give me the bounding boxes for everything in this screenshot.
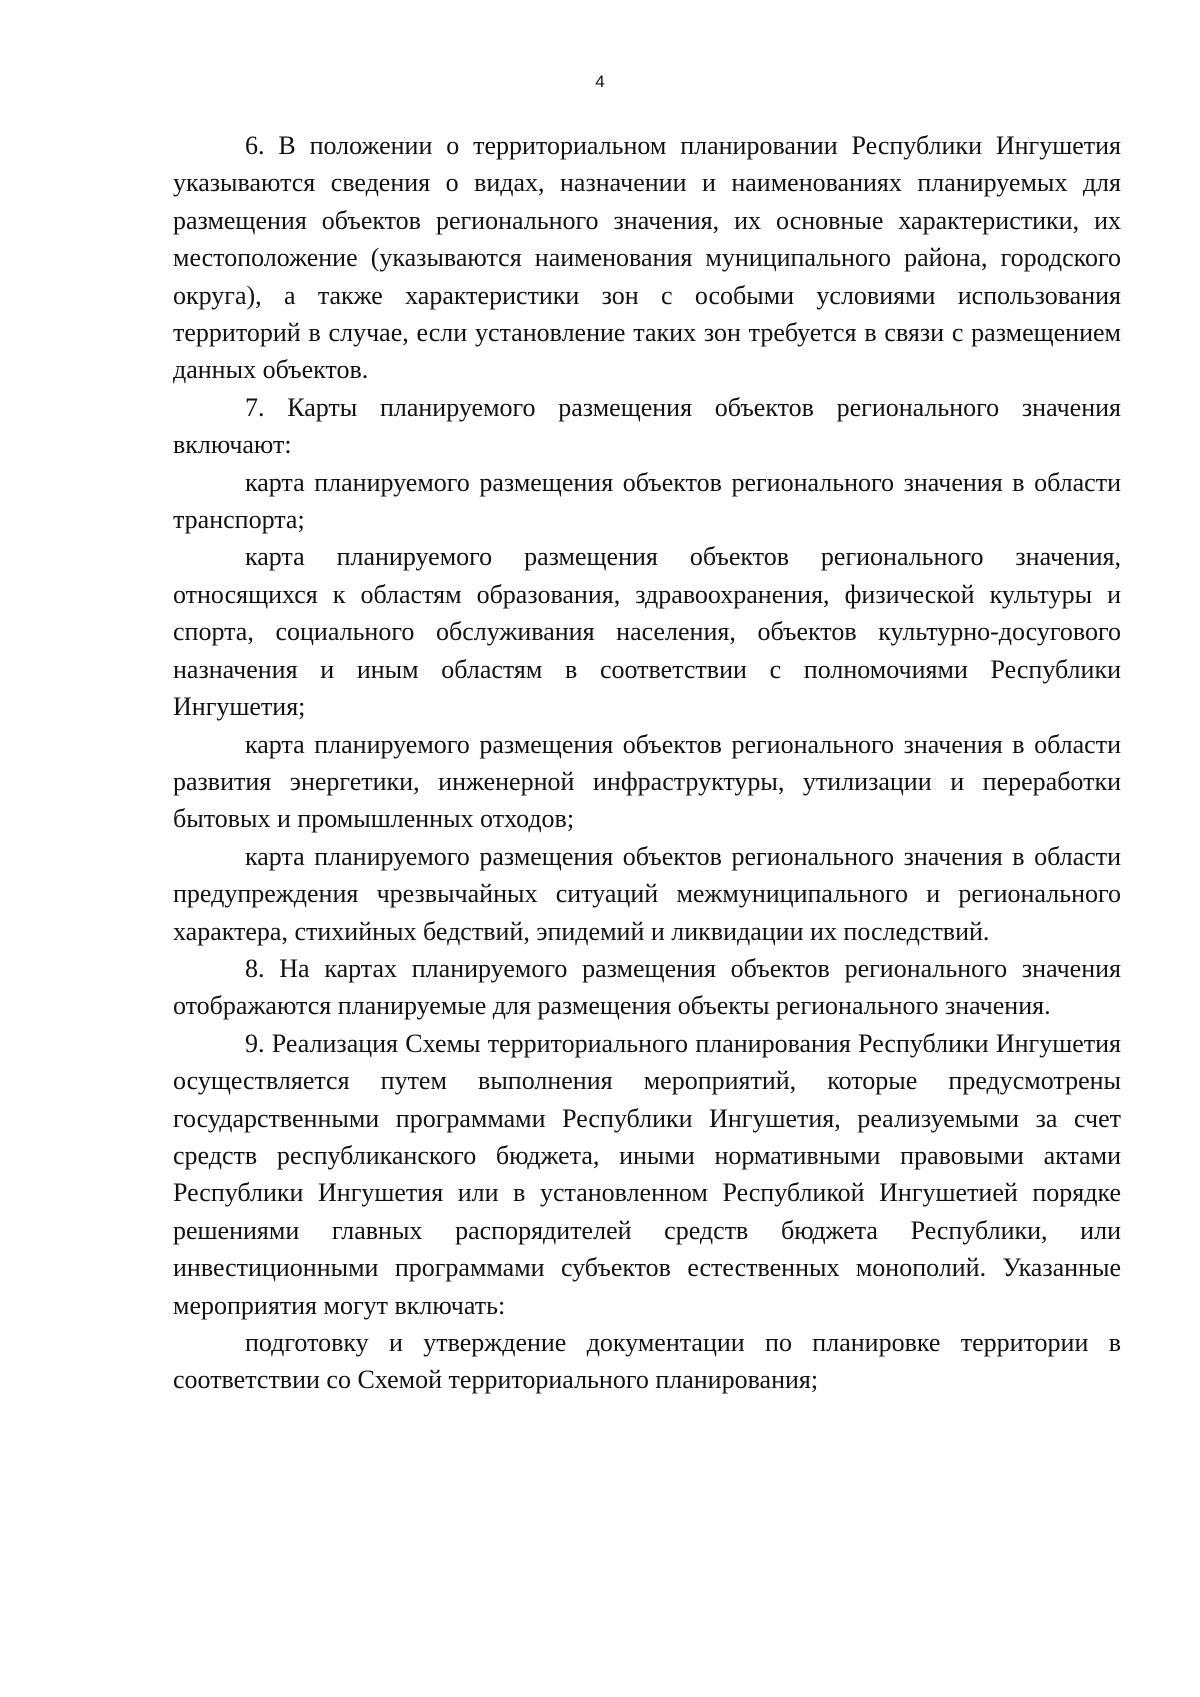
paragraph-9: 9. Реализация Схемы территориального планирования Республики Ингушетия осуществляется путем выполнения мероприятий, которые предусмотрены государственными программами Республики Ингушетия, реализуемыми за счет средств республиканского бюджета, иными нормативными правовыми актами Республики Ингушетия или в установленном Республикой Ингушетией порядке решениями главных распорядителей средств бюджета Республики, или инвестиционными программами субъектов естественных монополий. Указанные мероприятия могут включать: — [173, 1028, 1121, 1320]
list-item-documentation: подготовку и утверждение документации по планировке территории в соответствии со Схемой территориального планирования; — [173, 1328, 1121, 1395]
list-item-energy-map: карта планируемого размещения объектов регионального значения в области развития энергетики, инженерной инфраструктуры, утилизации и переработки бытовых и промышленных отходов; — [173, 729, 1121, 834]
document-body — [173, 127, 1121, 1399]
paragraph-7: 7. Карты планируемого размещения объектов регионального значения включают: — [173, 392, 1121, 460]
list-item-emergency-map: карта планируемого размещения объектов регионального значения в области предупреждения чрезвычайных ситуаций межмуниципального и регионального характера, стихийных бедствий, эпидемий и ликвидации их последствий. — [173, 841, 1121, 946]
paragraph-8: 8. На картах планируемого размещения объектов регионального значения отображаются планируемые для размещения объекты регионального значения. — [173, 953, 1121, 1021]
paragraph-6: 6. В положении о территориальном планировании Республики Ингушетия указываются сведения о видах, назначении и наименованиях планируемых для размещения объектов регионального значения, их основные характеристики, их местоположение (указываются наименования муниципального района, городского округа), а также характеристики зон с особыми условиями использования территорий в случае, если установление таких зон требуется в связи с размещением данных объектов. — [173, 131, 1121, 385]
list-item-social-map: карта планируемого размещения объектов регионального значения, относящихся к областям образования, здравоохранения, физической культуры и спорта, социального обслуживания населения, объектов культурно-досугового назначения и иным областям в соответствии с полномочиями Республики Ингушетия; — [173, 542, 1121, 722]
list-item-transport-map: карта планируемого размещения объектов регионального значения в области транспорта; — [173, 467, 1121, 535]
page-number: 4 — [595, 72, 605, 91]
